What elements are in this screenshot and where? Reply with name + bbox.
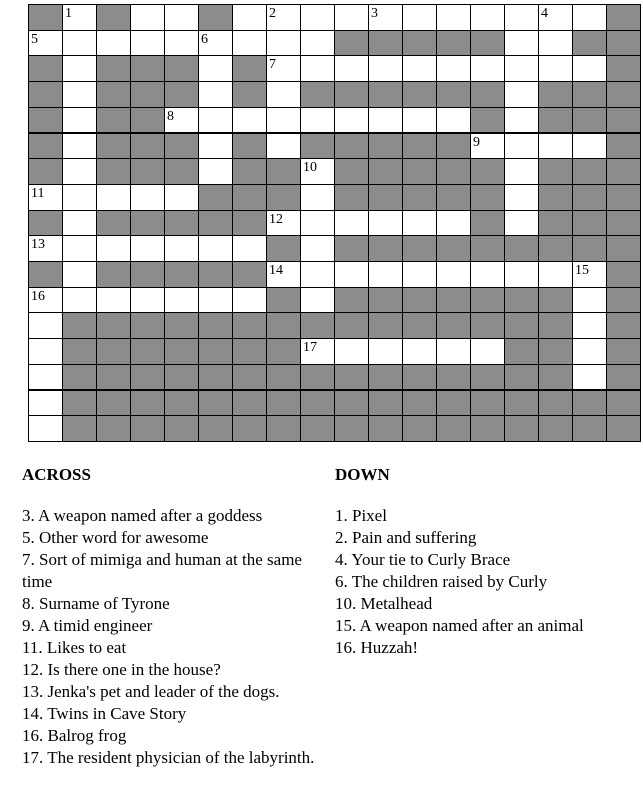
down-clue-list: [335, 505, 635, 659]
across-clue: 7. Sort of mimiga and human at the same time: [22, 550, 302, 591]
down-heading: DOWN: [335, 465, 390, 484]
clue-number: 16: [31, 288, 45, 304]
clue-number: 11: [31, 185, 45, 201]
down-clue: 4. Your tie to Curly Brace: [335, 550, 511, 569]
across-clue: 12. Is there one in the house?: [22, 660, 221, 679]
across-clue: 11. Likes to eat: [22, 638, 127, 657]
down-clue: 15. A weapon named after an animal: [335, 616, 584, 635]
clue-number: 15: [575, 263, 589, 278]
across-clue: 3. A weapon named after a goddess: [22, 506, 263, 525]
clue-number: 6: [201, 31, 208, 47]
clue-number: 1: [65, 6, 72, 21]
clue-number: 7: [269, 57, 276, 73]
clue-number: 2: [269, 6, 276, 21]
clue-number: 9: [473, 134, 480, 150]
across-clue: 9. A timid engineer: [22, 616, 153, 635]
clue-number: 8: [167, 108, 174, 124]
down-clue: 10. Metalhead: [335, 594, 433, 613]
clue-number: 13: [31, 237, 45, 253]
across-clue: 5. Other word for awesome: [22, 528, 209, 547]
across-clue: 17. The resident physician of the labyrinth.: [22, 748, 315, 767]
clue-number: 3: [371, 6, 378, 21]
down-clue: 2. Pain and suffering: [335, 528, 477, 547]
clue-number: 12: [269, 211, 283, 227]
down-clue: 1. Pixel: [335, 506, 387, 525]
across-clue-list: [22, 505, 330, 769]
clue-number: 14: [269, 263, 283, 278]
down-clue: 16. Huzzah!: [335, 638, 419, 657]
down-clue: 6. The children raised by Curly: [335, 572, 548, 591]
across-clue: 13. Jenka's pet and leader of the dogs.: [22, 682, 280, 701]
across-heading: ACROSS: [22, 465, 91, 484]
clue-number: 5: [31, 31, 38, 47]
across-clue: 16. Balrog frog: [22, 726, 127, 745]
clue-number: 4: [541, 6, 548, 21]
across-clue: 8. Surname of Tyrone: [22, 594, 170, 613]
clue-number: 10: [303, 160, 317, 176]
clue-number: 17: [303, 340, 317, 356]
across-clue: 14. Twins in Cave Story: [22, 704, 187, 723]
